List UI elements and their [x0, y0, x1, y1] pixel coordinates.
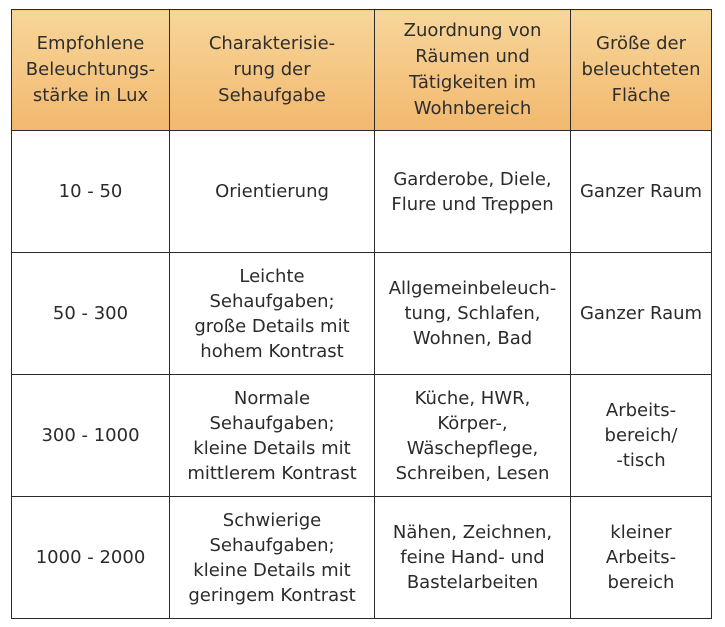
header-illuminated-area: Größe der beleuchteten Fläche: [571, 10, 712, 131]
table-row: [12, 497, 712, 619]
cell-illuminated-area: Ganzer Raum: [571, 131, 712, 253]
cell-illuminance: 300 - 1000: [12, 375, 170, 497]
header-task-characterization: Charakterisie- rung der Sehaufgabe: [170, 10, 375, 131]
cell-task-characterization: Schwierige Sehaufgaben; kleine Details mit geringem Kontrast: [170, 497, 375, 619]
table-row: [12, 131, 712, 253]
cell-task-characterization: Orientierung: [170, 131, 375, 253]
cell-task-characterization: Leichte Sehaufgaben; große Details mit hohem Kontrast: [170, 253, 375, 375]
cell-illuminated-area: Ganzer Raum: [571, 253, 712, 375]
table-row: [12, 375, 712, 497]
cell-illuminance: 10 - 50: [12, 131, 170, 253]
illuminance-table: [11, 9, 712, 619]
header-row: [12, 10, 712, 131]
cell-task-characterization: Normale Sehaufgaben; kleine Details mit mittlerem Kontrast: [170, 375, 375, 497]
cell-illuminated-area: kleiner Arbeits- bereich: [571, 497, 712, 619]
cell-rooms-activities: Allgemeinbeleuch- tung, Schlafen, Wohnen, Bad: [375, 253, 571, 375]
cell-rooms-activities: Küche, HWR, Körper-, Wäschepflege, Schreiben, Lesen: [375, 375, 571, 497]
cell-illuminance: 50 - 300: [12, 253, 170, 375]
cell-illuminated-area: Arbeits- bereich/ -tisch: [571, 375, 712, 497]
cell-rooms-activities: Garderobe, Diele, Flure und Treppen: [375, 131, 571, 253]
header-illuminance: Empfohlene Beleuchtungs- stärke in Lux: [12, 10, 170, 131]
cell-rooms-activities: Nähen, Zeichnen, feine Hand- und Bastelarbeiten: [375, 497, 571, 619]
header-rooms-activities: Zuordnung von Räumen und Tätigkeiten im Wohnbereich: [375, 10, 571, 131]
cell-illuminance: 1000 - 2000: [12, 497, 170, 619]
table-row: [12, 253, 712, 375]
